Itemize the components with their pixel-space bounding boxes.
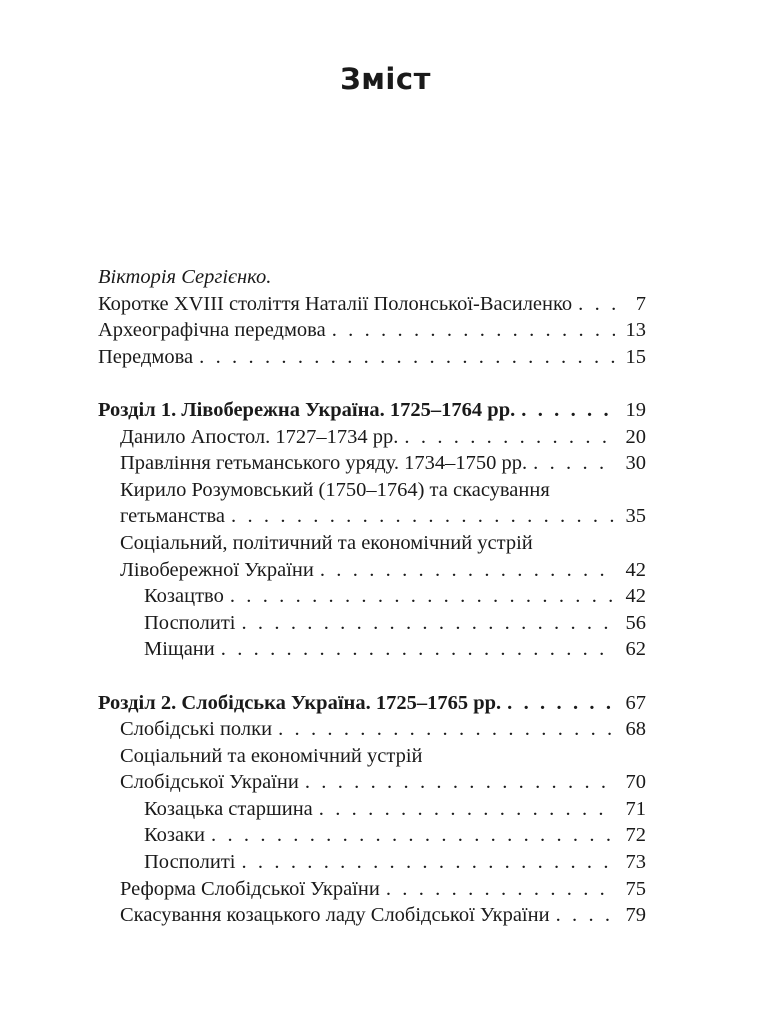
toc-entry-title: Данило Апостол. 1727–1734 рр.: [120, 425, 399, 448]
dot-leader: [521, 397, 615, 424]
toc-entry-page: 13: [625, 319, 646, 342]
table-of-contents: [98, 264, 646, 929]
toc-chapter-2[interactable]: [98, 690, 646, 717]
toc-entry-title: Археографічна передмова: [98, 319, 326, 342]
toc-subentry[interactable]: [98, 583, 646, 610]
toc-entry-page: 62: [625, 638, 646, 661]
toc-entry-title: Передмова: [98, 345, 194, 368]
toc-entry-title-line[interactable]: Соціальний та економічний устрій: [120, 744, 423, 767]
dot-leader: [319, 796, 615, 823]
toc-entry[interactable]: [98, 503, 646, 530]
spacer: [98, 663, 646, 690]
chapter-page: 67: [625, 691, 646, 714]
dot-leader: [320, 557, 615, 584]
toc-entry-title-line[interactable]: Соціальний, політичний та економічний устрій: [120, 531, 533, 554]
toc-entry-page: 71: [625, 797, 646, 820]
toc-entry-title: Лівобережної України: [120, 558, 314, 581]
toc-entry-page: 20: [625, 425, 646, 448]
dot-leader: [199, 344, 615, 371]
dot-leader: [241, 610, 615, 637]
toc-entry-page: 30: [625, 452, 646, 475]
toc-entry-page: 56: [625, 611, 646, 634]
dot-leader: [230, 583, 615, 610]
toc-entry[interactable]: [98, 876, 646, 903]
toc-entry-page: 35: [625, 505, 646, 528]
toc-entry-title-line[interactable]: Кирило Розумовський (1750–1764) та скасування: [120, 478, 550, 501]
dot-leader: [556, 902, 615, 929]
toc-entry-title: Посполиті: [144, 851, 236, 874]
dot-leader: [404, 424, 615, 451]
toc-entry-title: Правління гетьманського уряду. 1734–1750 рр.: [120, 452, 528, 475]
toc-subentry[interactable]: [98, 636, 646, 663]
toc-entry-title: Реформа Слобідської України: [120, 877, 380, 900]
dot-leader: [533, 450, 615, 477]
toc-entry-page: 70: [625, 771, 646, 794]
spacer: [98, 370, 646, 397]
dot-leader: [278, 716, 615, 743]
chapter-page: 19: [625, 398, 646, 421]
toc-entry-title: Слобідські полки: [120, 718, 273, 741]
toc-entry-title: Міщани: [144, 638, 215, 661]
toc-entry-title: Скасування козацького ладу Слобідської України: [120, 904, 550, 927]
toc-entry-title: Слобідської України: [120, 771, 299, 794]
toc-entry-page: 68: [625, 718, 646, 741]
toc-entry-archeographic-preface[interactable]: [98, 317, 646, 344]
toc-entry-title: Посполиті: [144, 611, 236, 634]
toc-entry-title: Козацька старшина: [144, 797, 313, 820]
chapter-title: Розділ 1. Лівобережна Україна. 1725–1764 рр.: [98, 398, 516, 421]
toc-entry-page: 15: [625, 345, 646, 368]
toc-entry[interactable]: [98, 557, 646, 584]
toc-entry-title: Козаки: [144, 824, 206, 847]
toc-entry-preface[interactable]: [98, 344, 646, 371]
toc-entry-page: 75: [625, 877, 646, 900]
toc-subentry[interactable]: [98, 796, 646, 823]
toc-subentry[interactable]: [98, 849, 646, 876]
toc-subentry[interactable]: [98, 610, 646, 637]
toc-entry-page: 42: [625, 585, 646, 608]
dot-leader: [211, 822, 615, 849]
dot-leader: [221, 636, 615, 663]
dot-leader: [241, 849, 615, 876]
toc-entry-page: 7: [635, 292, 646, 315]
page-title: Зміст: [340, 62, 431, 96]
toc-subentry[interactable]: [98, 822, 646, 849]
toc-entry[interactable]: [98, 902, 646, 929]
toc-entry-title: гетьманства: [120, 505, 226, 528]
toc-entry[interactable]: [98, 769, 646, 796]
toc-entry-page: 73: [625, 851, 646, 874]
chapter-title: Розділ 2. Слобідська Україна. 1725–1765 рр.: [98, 691, 502, 714]
dot-leader: [507, 690, 615, 717]
dot-leader: [305, 769, 615, 796]
toc-entry-intro-essay[interactable]: [98, 291, 646, 318]
toc-chapter-1[interactable]: [98, 397, 646, 424]
toc-entry[interactable]: [98, 450, 646, 477]
toc-entry-title: Коротке XVIII століття Наталії Полонської-Василенко: [98, 292, 573, 315]
dot-leader: [386, 876, 615, 903]
toc-entry-page: 72: [625, 824, 646, 847]
toc-entry-page: 79: [625, 904, 646, 927]
front-author: Вікторія Сергієнко.: [98, 266, 272, 288]
toc-entry[interactable]: [98, 424, 646, 451]
toc-entry-title: Козацтво: [144, 585, 224, 608]
toc-entry[interactable]: [98, 716, 646, 743]
dot-leader: [578, 291, 615, 318]
dot-leader: [332, 317, 615, 344]
dot-leader: [231, 503, 615, 530]
toc-entry-page: 42: [625, 558, 646, 581]
